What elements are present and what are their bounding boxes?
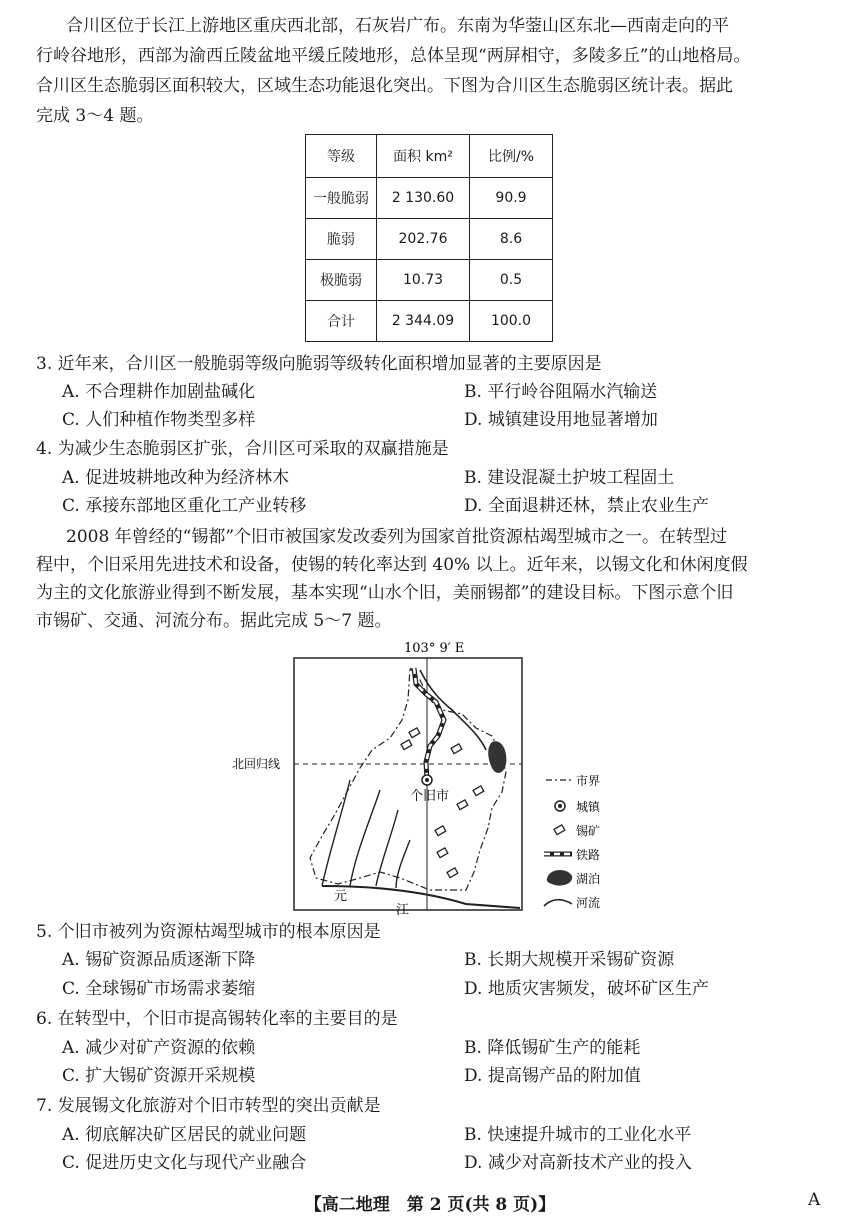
table-row (306, 301, 553, 342)
passage1-line-2: 行岭谷地形，西部为渝西丘陵盆地平缓丘陵地形，总体呈现“两屏相守，多陵多丘”的山地格局。 (36, 46, 751, 66)
q6-stem: 6. 在转型中，个旧市提高锡转化率的主要目的是 (36, 1009, 398, 1029)
table-row (306, 219, 553, 260)
q7-option-b: B. 快速提升城市的工业化水平 (464, 1125, 692, 1145)
passage2-line-2: 程中，个旧采用先进技术和设备，使锡的转化率达到 40% 以上。近年来，以锡文化和休闲度假 (36, 555, 748, 575)
city-label: 个旧市 (410, 789, 450, 804)
tributary (322, 780, 350, 886)
table-cell: 90.9 (470, 178, 553, 219)
table-cell: 合计 (306, 301, 377, 342)
table-header-cell: 等级 (306, 135, 377, 178)
tributary (350, 790, 380, 886)
q4-option-a: A. 促进坡耕地改种为经济林木 (62, 468, 290, 488)
tin-mine-icon (451, 744, 462, 754)
river-label-jiang: 江 (396, 903, 410, 915)
tin-mine-icon (435, 826, 446, 836)
legend-town-label: 城镇 (576, 800, 601, 814)
q6-option-a: A. 减少对矿产资源的依赖 (62, 1038, 256, 1058)
table-row (306, 178, 553, 219)
tributary (376, 810, 398, 886)
city-boundary (310, 668, 506, 890)
river-north (420, 670, 486, 750)
passage1-line-1: 合川区位于长江上游地区重庆西北部，石灰岩广布。东南为华蓥山区东北—西南走向的平 (66, 16, 729, 36)
q3-option-c: C. 人们种植作物类型多样 (62, 410, 256, 430)
tin-mine-icon (447, 868, 458, 878)
legend-town-dot (558, 804, 562, 808)
legend-tin-mine-label: 锡矿 (576, 824, 601, 838)
q7-option-a: A. 彻底解决矿区居民的就业问题 (62, 1125, 307, 1145)
table-cell: 10.73 (377, 260, 470, 301)
tropic-label: 北回归线 (232, 757, 281, 771)
city-marker-dot (425, 778, 429, 782)
table-cell: 202.76 (377, 219, 470, 260)
q5-option-d: D. 地质灾害频发，破坏矿区生产 (464, 979, 709, 999)
table-header-cell: 比例/% (470, 135, 553, 178)
q6-option-c: C. 扩大锡矿资源开采规模 (62, 1066, 256, 1086)
table-cell: 2 344.09 (377, 301, 470, 342)
fragile-area-table (305, 134, 553, 342)
q3-option-d: D. 城镇建设用地显著增加 (464, 410, 658, 430)
tin-mine-icon (437, 848, 448, 858)
legend-lake-label: 湖泊 (576, 872, 601, 886)
longitude-label: 103° 9′ E (404, 641, 465, 656)
table-header-row (306, 135, 553, 178)
q3-option-b: B. 平行岭谷阻隔水汽输送 (464, 382, 658, 402)
q7-stem: 7. 发展锡文化旅游对个旧市转型的突出贡献是 (36, 1096, 381, 1116)
gejiu-map (230, 640, 660, 915)
q5-option-a: A. 锡矿资源品质逐渐下降 (62, 950, 256, 970)
legend-river-label: 河流 (576, 896, 601, 910)
q7-option-d: D. 减少对高新技术产业的投入 (464, 1153, 692, 1173)
lake-icon (488, 741, 506, 773)
map-legend (544, 774, 601, 910)
q5-stem: 5. 个旧市被列为资源枯竭型城市的根本原因是 (36, 922, 381, 942)
q7-option-c: C. 促进历史文化与现代产业融合 (62, 1153, 307, 1173)
q5-option-b: B. 长期大规模开采锡矿资源 (464, 950, 675, 970)
table-cell: 8.6 (470, 219, 553, 260)
passage2-line-1: 2008 年曾经的“锡都”个旧市被国家发改委列为国家首批资源枯竭型城市之一。在转型过 (66, 527, 728, 547)
river-label-yuan: 元 (334, 889, 348, 904)
yuan-river (322, 886, 520, 908)
q6-option-b: B. 降低锡矿生产的能耗 (464, 1038, 641, 1058)
tin-mine-icon (409, 728, 420, 738)
table-row (306, 260, 553, 301)
table-cell: 0.5 (470, 260, 553, 301)
table-cell: 脆弱 (306, 219, 377, 260)
q5-option-c: C. 全球锡矿市场需求萎缩 (62, 979, 256, 999)
table-cell: 极脆弱 (306, 260, 377, 301)
q4-stem: 4. 为减少生态脆弱区扩张，合川区可采取的双赢措施是 (36, 439, 449, 459)
passage1-line-3: 合川区生态脆弱区面积较大，区域生态功能退化突出。下图为合川区生态脆弱区统计表。据此 (36, 76, 733, 96)
tin-mine-icon (473, 786, 484, 796)
q3-stem: 3. 近年来，合川区一般脆弱等级向脆弱等级转化面积增加显著的主要原因是 (36, 354, 602, 374)
passage2-line-4: 市锡矿、交通、河流分布。据此完成 5～7 题。 (36, 611, 392, 631)
legend-railway-label: 铁路 (576, 848, 601, 862)
table-header-cell: 面积 km² (377, 135, 470, 178)
q3-option-a: A. 不合理耕作加剧盐碱化 (62, 382, 256, 402)
paper-version-label: A (808, 1190, 821, 1210)
q4-option-b: B. 建设混凝土护坡工程固土 (464, 468, 675, 488)
q4-option-c: C. 承接东部地区重化工产业转移 (62, 496, 307, 516)
tin-mine-icon (401, 740, 412, 750)
legend-boundary-label: 市界 (576, 774, 601, 788)
legend-tin-mine-icon (554, 825, 565, 835)
table-cell: 100.0 (470, 301, 553, 342)
table-cell: 2 130.60 (377, 178, 470, 219)
q6-option-d: D. 提高锡产品的附加值 (464, 1066, 641, 1086)
legend-lake-icon (547, 870, 572, 886)
page-footer: 【高二地理 第 2 页(共 8 页)】 (304, 1195, 556, 1215)
tin-mine-icon (457, 800, 468, 810)
q4-option-d: D. 全面退耕还林，禁止农业生产 (464, 496, 709, 516)
passage1-line-4: 完成 3～4 题。 (36, 106, 154, 126)
legend-river-icon (544, 900, 572, 906)
passage2-line-3: 为主的文化旅游业得到不断发展，基本实现“山水个旧，美丽锡都”的建设目标。下图示意个旧 (36, 583, 734, 603)
table-cell: 一般脆弱 (306, 178, 377, 219)
